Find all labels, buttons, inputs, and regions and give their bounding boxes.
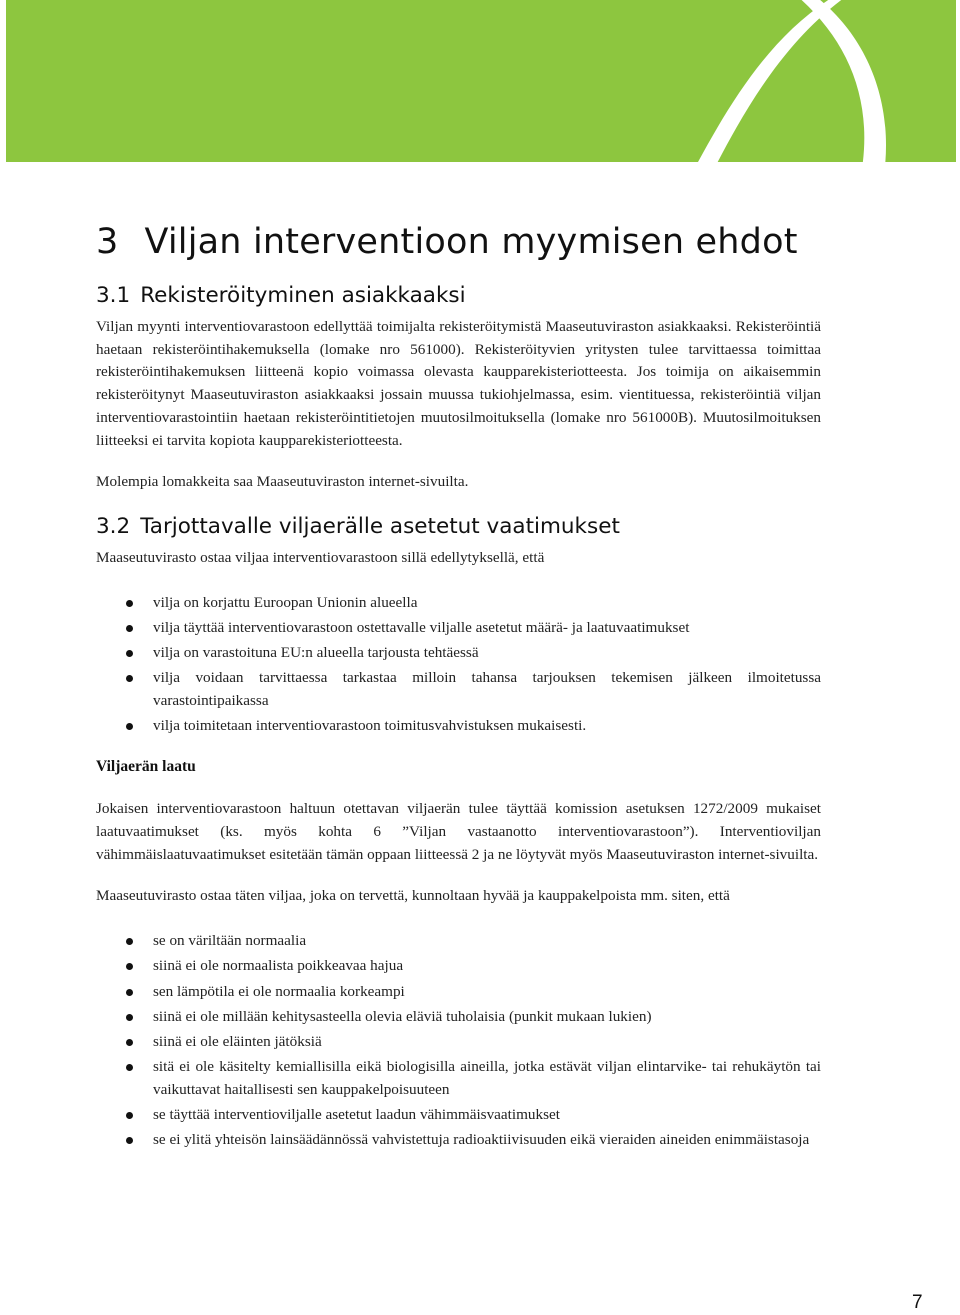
leaf-decoration-icon <box>6 0 956 162</box>
subheading: Viljaerän laatu <box>96 758 196 776</box>
section-title: Tarjottavalle viljaerälle asetetut vaatimukset <box>140 513 620 539</box>
bullet-icon <box>126 625 133 632</box>
section-number: 3.2 <box>96 513 131 539</box>
list-item: vilja toimitetaan interventiovarastoon toimitusvahvistuksen mukaisesti. <box>96 715 821 738</box>
paragraph: Molempia lomakkeita saa Maaseutuviraston internet-sivuilta. <box>96 473 469 491</box>
bullet-icon <box>126 1137 133 1144</box>
list-item: siinä ei ole normaalista poikkeavaa hajua <box>96 955 821 978</box>
chapter-heading <box>96 222 821 262</box>
bullet-icon <box>126 963 133 970</box>
list-item: vilja on korjattu Euroopan Unionin alueella <box>96 592 821 615</box>
section-number: 3.1 <box>96 283 131 308</box>
bullet-icon <box>126 1064 133 1071</box>
section-heading-3-2 <box>96 514 821 539</box>
bullet-icon <box>126 675 133 682</box>
list-item: vilja täyttää interventiovarastoon ostettavalle viljalle asetetut määrä- ja laatuvaatimukset <box>96 617 821 640</box>
list-item: vilja voidaan tarvittaessa tarkastaa milloin tahansa tarjouksen tekemisen jälkeen ilmoitetussa varastointipaikassa <box>96 667 821 712</box>
header-banner <box>6 0 956 162</box>
bullet-icon <box>126 600 133 607</box>
list-item: se ei ylitä yhteisön lainsäädännössä vahvistettuja radioaktiivisuuden eikä vieraiden aineiden enimmäistasoja <box>96 1129 821 1152</box>
bullet-icon <box>126 989 133 996</box>
bullet-icon <box>126 1014 133 1021</box>
chapter-number: 3 <box>96 222 119 262</box>
section-title: Rekisteröityminen asiakkaaksi <box>140 283 466 308</box>
bullet-icon <box>126 1112 133 1119</box>
list-item: sitä ei ole käsitelty kemiallisilla eikä biologisilla aineilla, jotka estävät viljan elintarvike- tai rehukäytön tai vaikuttavat haitallisesti sen kauppakelpoisuuteen <box>96 1056 821 1101</box>
paragraph: Maaseutuvirasto ostaa viljaa interventiovarastoon sillä edellytyksellä, että <box>96 548 545 566</box>
paragraph: Maaseutuvirasto ostaa täten viljaa, joka on tervettä, kunnoltaan hyvää ja kauppakelpoista mm. siten, että <box>96 887 730 905</box>
paragraph: Jokaisen interventiovarastoon haltuun otettavan viljaerän tulee täyttää komission asetuksen 1272/2009 mukaiset laatuvaatimukset (ks. myös kohta 6 ”Viljan vastaanotto interventiovarastoon”). Interventioviljan vähimmäislaatuvaatimukset esitetään tämän oppaan liitteessä 2 ja ne löytyvät myös Maaseutuviraston internet-sivuilta. <box>96 800 821 863</box>
quality-list <box>96 930 821 1152</box>
paragraph: Viljan myynti interventiovarastoon edellyttää toimijalta rekisteröitymistä Maaseutuviraston asiakkaaksi. Rekisteröintiä haetaan rekisteröintihakemuksella (lomake nro 561000). Rekisteröityvien yritysten tulee tarvittaessa toimittaa rekisteröintihakemuksen liitteenä kopio voimassa olevasta kaupparekisteriotteesta. Jos toimija on aikaisemmin rekisteröitynyt Maaseutuviraston asiakkaaksi jossain muussa tukiohjelmassa, esim. vientituessa, rekisteröintiä viljan interventiovarastointiin haetaan rekisteröintitietojen muutosilmoituksella (lomake nro 561000B). Muutosilmoituksen liitteeksi ei tarvita kopiota kaupparekisteriotteesta. <box>96 318 821 449</box>
list-item: se on väriltään normaalia <box>96 930 821 953</box>
bullet-icon <box>126 1039 133 1046</box>
bullet-icon <box>126 723 133 730</box>
section-heading-3-1 <box>96 283 821 308</box>
list-item: sen lämpötila ei ole normaalia korkeampi <box>96 981 821 1004</box>
chapter-title: Viljan interventioon myymisen ehdot <box>144 222 798 262</box>
document-body <box>96 222 821 1154</box>
bullet-icon <box>126 938 133 945</box>
bullet-icon <box>126 650 133 657</box>
requirements-list <box>96 592 821 738</box>
list-item: vilja on varastoituna EU:n alueella tarjousta tehtäessä <box>96 642 821 665</box>
list-item: siinä ei ole eläinten jätöksiä <box>96 1031 821 1054</box>
page-number: 7 <box>912 1292 923 1313</box>
list-item: se täyttää interventioviljalle asetetut laadun vähimmäisvaatimukset <box>96 1104 821 1127</box>
list-item: siinä ei ole millään kehitysasteella olevia eläviä tuholaisia (punkit mukaan lukien) <box>96 1006 821 1029</box>
